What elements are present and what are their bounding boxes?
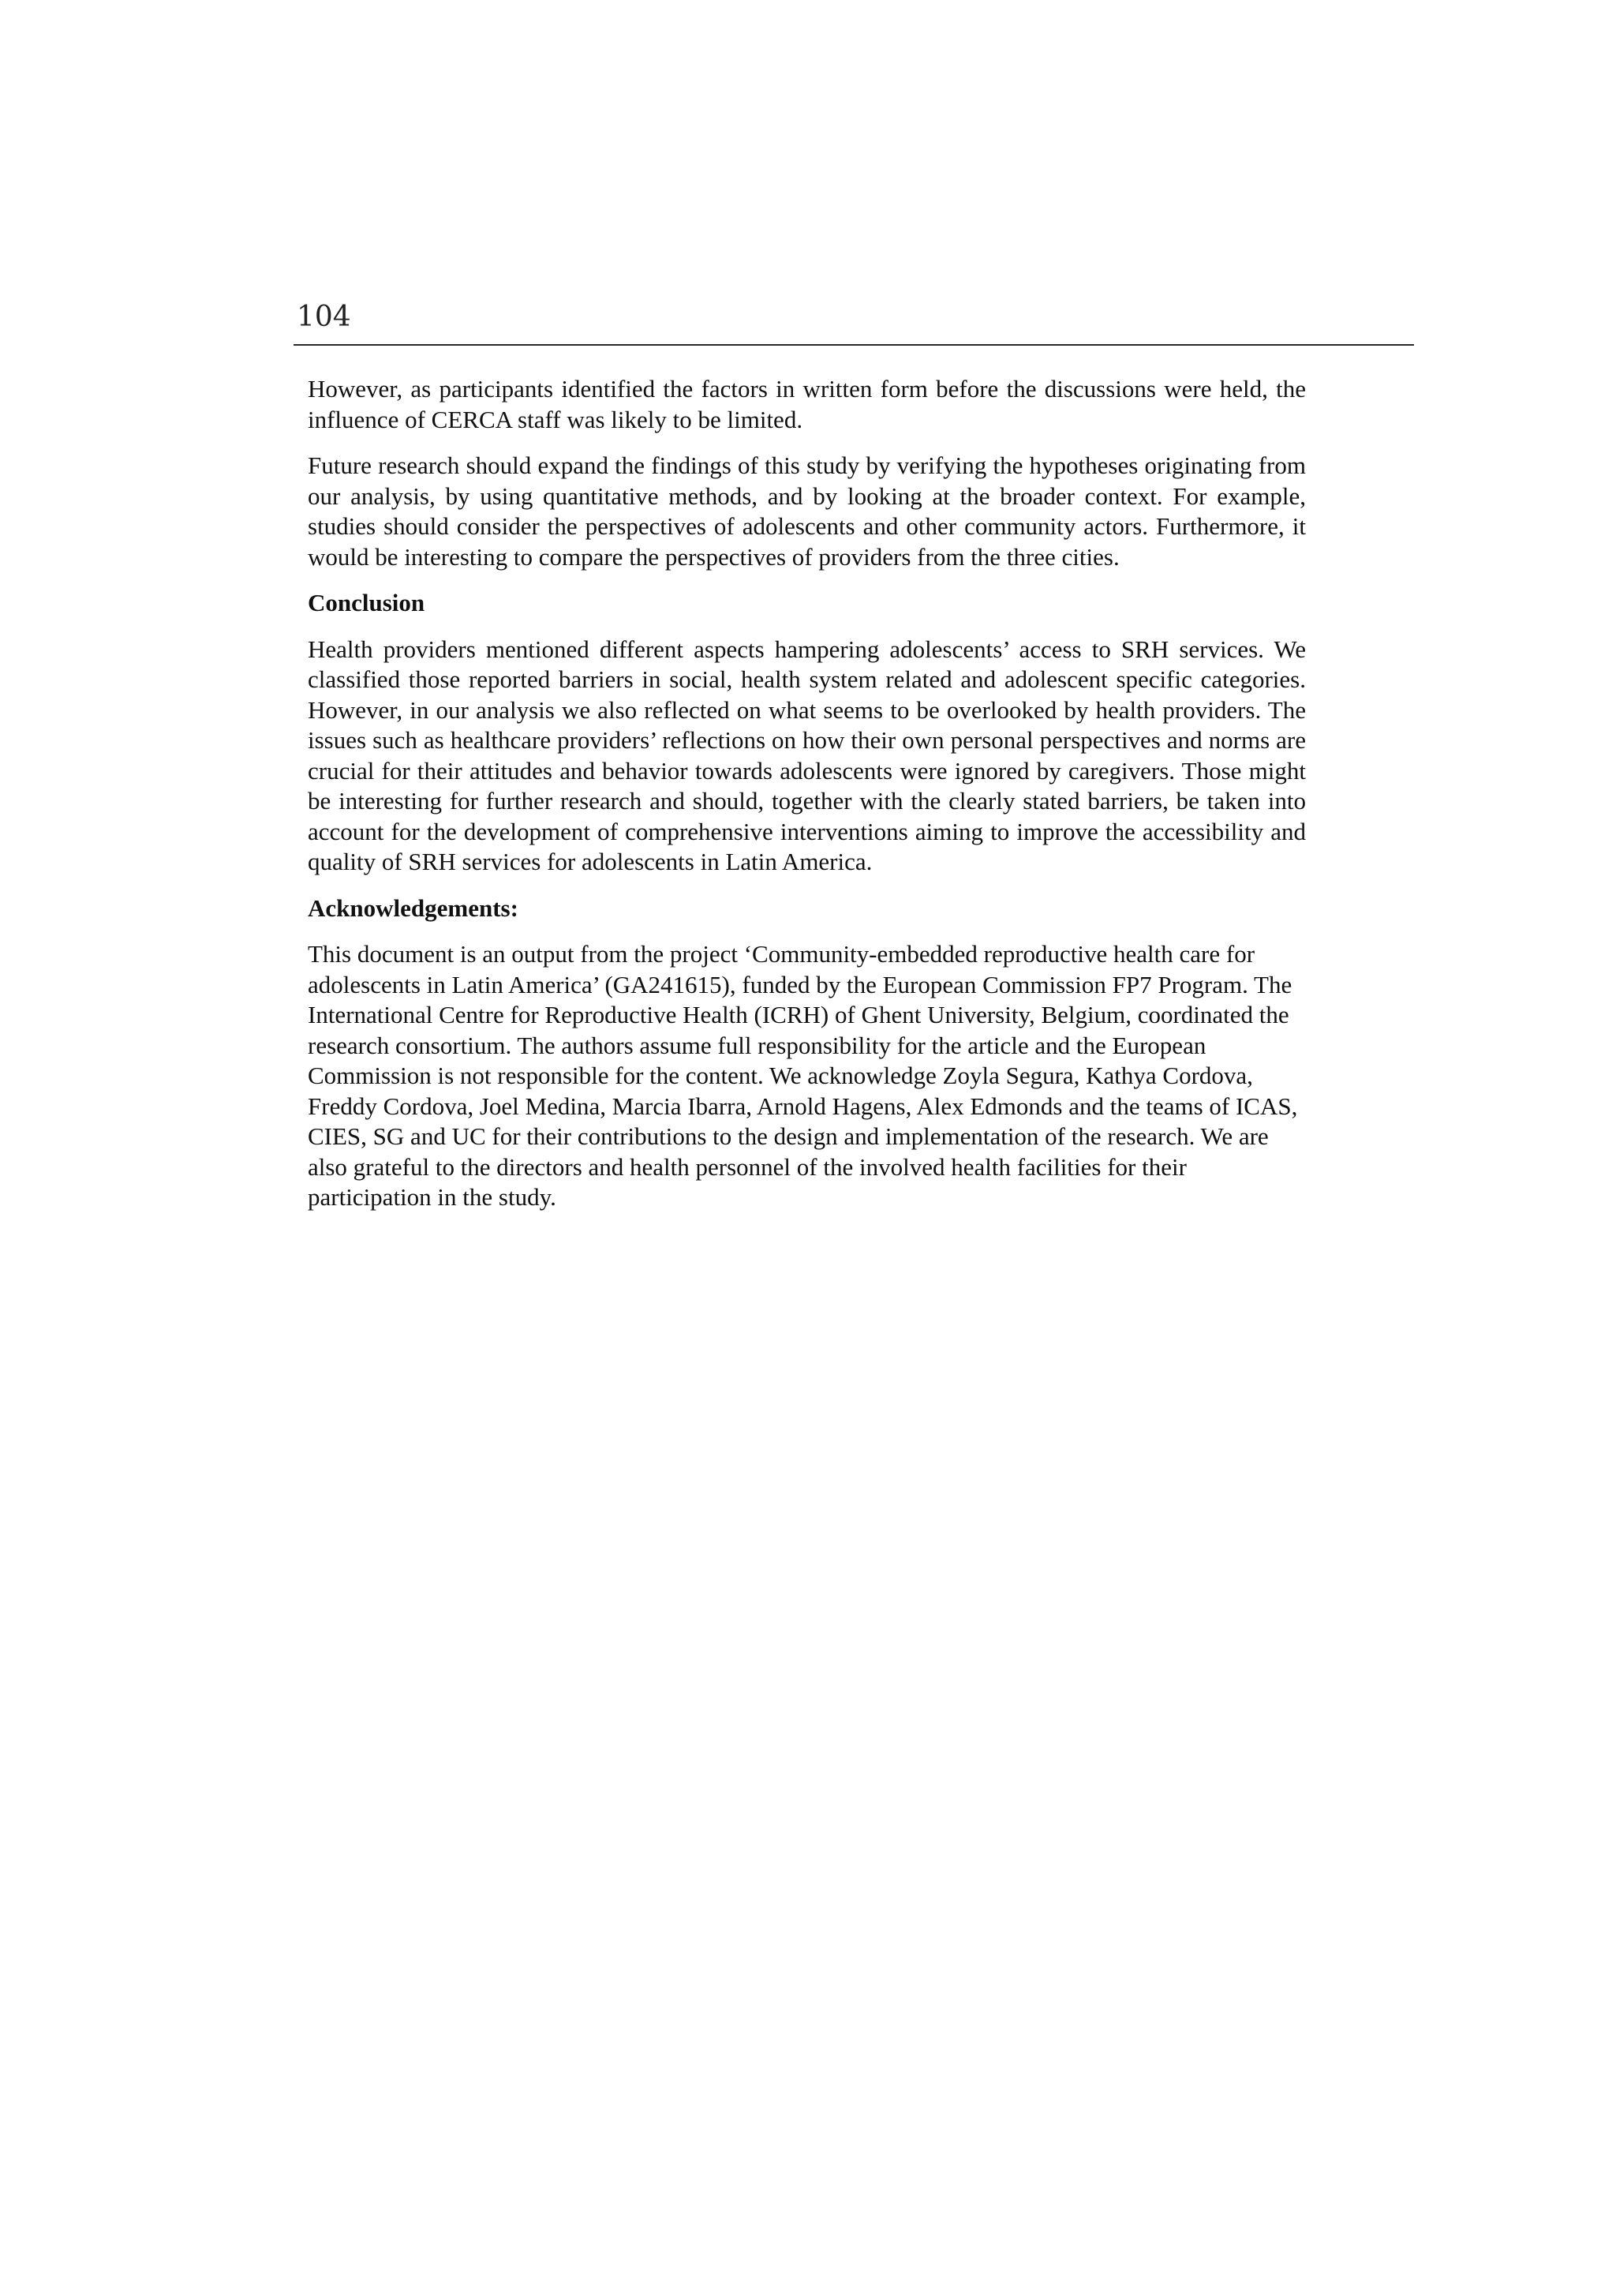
paragraph-conclusion: Health providers mentioned different aspects hampering adolescents’ access to SRH services. We classified those reported barriers in social, health system related and adolescent specific categories. However, in our analysis we also reflected on what seems to be overlooked by health providers. The issues such as healthcare providers’ reflections on how their own personal perspectives and norms are crucial for their attitudes and behavior towards adolescents were ignored by caregivers. Those might be interesting for further research and should, together with the clearly stated barriers, be taken into account for the development of comprehensive interventions aiming to improve the accessibility and quality of SRH services for adolescents in Latin America. bbox=[308, 635, 1306, 875]
page-header bbox=[294, 294, 1414, 346]
paragraph-acknowledgements: This document is an output from the project ‘Community-embedded reproductive health care for adolescents in Latin America’ (GA241615), funded by the European Commission FP7 Program. The International Centre for Reproductive Health (ICRH) of Ghent University, Belgium, coordinated the research consortium. The authors assume full responsibility for the article and the European Commission is not responsible for the content. We acknowledge Zoyla Segura, Kathya Cordova, Freddy Cordova, Joel Medina, Marcia Ibarra, Arnold Hagens, Alex Edmonds and the teams of ICAS, CIES, SG and UC for their contributions to the design and implementation of the research. We are also grateful to the directors and health personnel of the involved health facilities for their participation in the study. bbox=[308, 940, 1298, 1211]
paragraph-future-research: Future research should expand the findings of this study by verifying the hypotheses originating from our analysis, by using quantitative methods, and by looking at the broader context. For example, studies should consider the perspectives of adolescents and other community actors. Furthermore, it would be interesting to compare the perspectives of providers from the three cities. bbox=[308, 451, 1306, 571]
paragraph-limitations: However, as participants identified the factors in written form before the discussions were held, the influence of CERCA staff was likely to be limited. bbox=[308, 375, 1306, 433]
conclusion-heading: Conclusion bbox=[308, 589, 425, 616]
page-number: 104 bbox=[297, 301, 351, 333]
acknowledgements-heading: Acknowledgements: bbox=[308, 893, 518, 922]
page-body bbox=[308, 374, 1306, 1229]
